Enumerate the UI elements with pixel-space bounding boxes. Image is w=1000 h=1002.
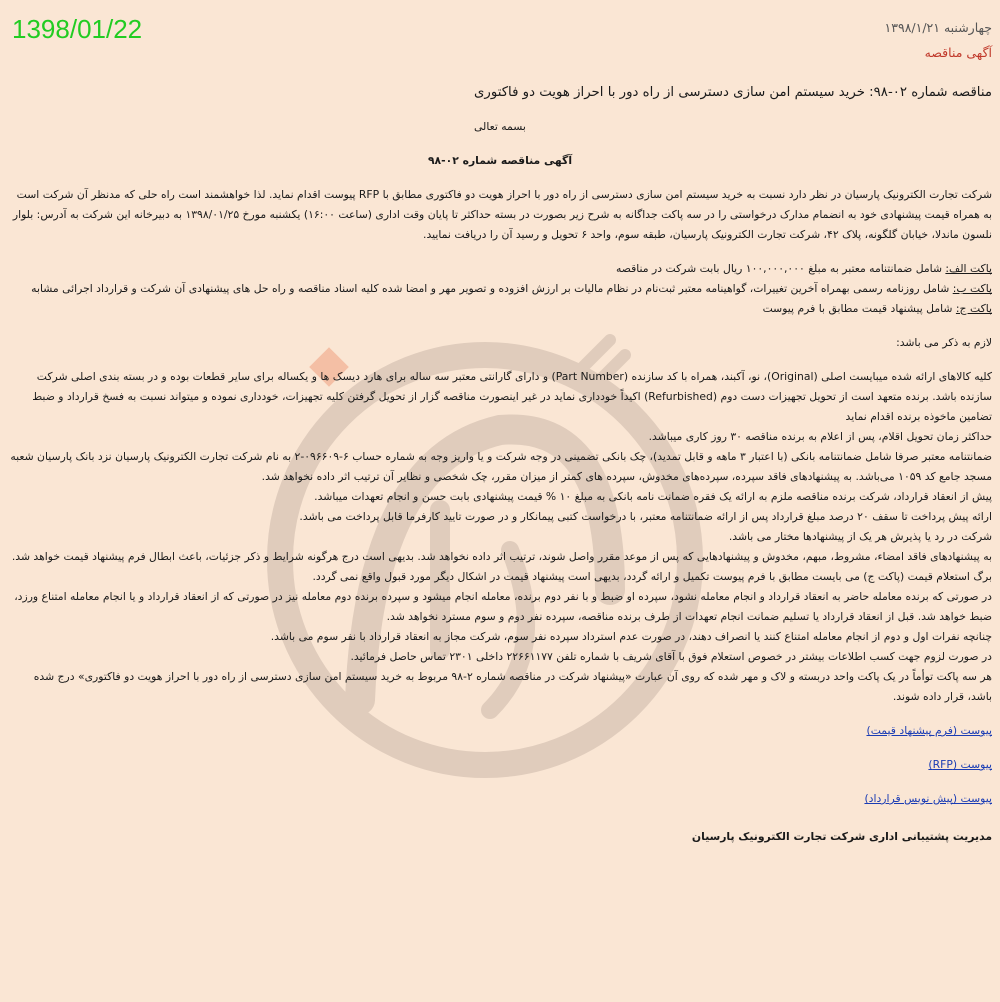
intro-paragraph: شرکت تجارت الکترونیک پارسیان در نظر دارد نسبت به خرید سیستم امن سازی دسترسی از راه دور با احراز هویت دو فاکتوری مطابق با RFP پیوست اقدام نماید. لذا خواهشمند است راه حلی که مدنظر آن شرکت است به همراه قیمت پیشنهادی خود به انضمام مدارک درخواستی را در سه پاکت جداگانه به شرح زیر بصورت در بسته حداکثر تا پایان وقت اداری (ساعت ۱۶:۰۰) یکشنبه مورخ ۱۳۹۸/۰۱/۲۵ به دبیرخانه این شرکت به آدرس: بلوار نلسون ماندلا، خیابان گلگونه، پلاک ۴۲، شرکت تجارت الکترونیک پارسیان، طبقه سوم، واحد ۶ تحویل و رسید آن را دریافت نمایید. xyxy=(12,188,992,241)
condition-item: حداکثر زمان تحویل اقلام، پس از اعلام به برنده مناقصه ۳۰ روز کاری میباشد. xyxy=(648,430,992,443)
condition-item: کلیه کالاهای ارائه شده میبایست اصلی (Original)، نو، آکبند، همراه با کد سازنده (Part Number) و دارای گارانتی معتبر سه ساله برای هارد دیسک ها و یکساله برای سایر قطعات بوده و در بسته بندی اصلی شرکت سازنده باشد. برنده متعهد است از تحویل تجهیزات دست دوم (Refurbished) اکیداً خودداری نماید در غیر اینصورت مناقصه گزار از تحویل گرفتن کلیه تجهیزات، خودداری نموده و میتواند نسبت به فسخ قرارداد و ضبط تضامین ماخوذه برنده اقدام نماید xyxy=(32,370,992,423)
signature: مدیریت پشتیبانی اداری شرکت تجارت الکترونیک پارسیان xyxy=(691,830,992,843)
page-title: مناقصه شماره ۰۲-۹۸: خرید سیستم امن سازی دسترسی از راه دور با احراز هویت دو فاکتوری xyxy=(474,85,992,100)
date-stamp: 1398/01/22 xyxy=(12,14,143,44)
attachment-link-rfp[interactable]: پیوست (RFP) xyxy=(928,758,992,771)
packet-label: پاکت ج: xyxy=(955,302,992,315)
packet-text: شامل ضمانتنامه معتبر به مبلغ ۱۰۰,۰۰۰,۰۰۰ ریال بابت شرکت در مناقصه xyxy=(615,262,946,275)
packet-item xyxy=(8,259,992,279)
conditions-list xyxy=(8,367,992,707)
attachment-link-price-form[interactable]: پیوست (فرم پیشنهاد قیمت) xyxy=(866,724,992,737)
condition-item: برگ استعلام قیمت (پاکت ج) می بایست مطابق با فرم پیوست تکمیل و ارائه گردد، بدیهی است پیشنهاد قیمت در اشکال دیگر مورد قبول واقع نمی گردد. xyxy=(312,570,992,583)
condition-item: هر سه پاکت توأماً در یک پاکت واحد دربسته و لاک و مهر شده که روی آن عبارت «پیشنهاد شرکت در مناقصه شماره ۲-۹۸ مربوط به خرید سیستم امن سازی دسترسی از راه دور با احراز هویت دو فاکتوری» درج شده باشد، قرار داده شوند. xyxy=(33,670,992,703)
condition-item: در صورت لزوم جهت کسب اطلاعات بیشتر در خصوص استعلام فوق با آقای شریف با شماره تلفن ۲۲۶۶۱۱۷۷ داخلی ۲۳۰۱ تماس حاصل فرمائید. xyxy=(350,650,992,663)
attachment-link-contract-draft[interactable]: پیوست (پیش نویس قرارداد) xyxy=(864,792,992,805)
packet-text: شامل روزنامه رسمی بهمراه آخرین تغییرات، گواهینامه معتبر ثبت‌نام در نظام مالیات بر ارزش افزوده و تصویر مهر و امضا شده کلیه اسناد مناقصه و راه حل های پیشنهادی آن شرکت و قرارداد اجرائی مشابه xyxy=(31,282,953,295)
condition-item: پیش از انعقاد قرارداد، شرکت برنده مناقصه ملزم به ارائه یک فقره ضمانت نامه بانکی به مبلغ ۱۰ % قیمت پیشنهادی بابت حسن و انجام تعهدات میباشد. xyxy=(314,490,992,503)
packet-label: پاکت ب: xyxy=(952,282,992,295)
condition-item: ضمانتنامه معتبر صرفا شامل ضمانتنامه بانکی (با اعتبار ۳ ماهه و قابل تمدید)، چک بانکی تضمینی در وجه شرکت و یا واریز وجه به شماره حساب ۶-۰۹۶۶۰۹-۲ به نام شرکت تجارت الکترونیک پارسیان نزد بانک پارسیان شعبه مسجد جامع کد ۱۰۵۹ می‌باشد. به پیشنهادهای فاقد سپرده، سپرده‌های مخدوش، سپرده های کمتر از میزان مقرر، چک شخصی و نظایر آن ترتیب اثر داده نخواهد شد. xyxy=(10,450,992,483)
condition-item: چنانچه نفرات اول و دوم از انجام معامله امتناع کنند یا انصراف دهند، در صورت عدم استرداد سپرده نفر سوم، شرکت مجاز به انعقاد قرارداد با نفر سوم می باشد. xyxy=(270,630,992,643)
packet-item xyxy=(8,279,992,299)
condition-item: ارائه پیش پرداخت تا سقف ۲۰ درصد مبلغ قرارداد پس از ارائه ضمانتنامه معتبر، با درخواست کتبی پیمانکار و در صورت تایید کارفرما قابل پرداخت می باشد. xyxy=(299,510,992,523)
bismillah: بسمه تعالی xyxy=(474,120,526,133)
packet-item xyxy=(8,299,992,319)
packets-list xyxy=(8,259,992,319)
attachment-row xyxy=(8,789,992,809)
condition-item: در صورتی که برنده معامله حاضر به انعقاد قرارداد و انجام معامله نشود، سپرده او ضبط و با نفر دوم برنده، معامله انجام میشود و سپرده برنده دوم معامله نیز در صورتی که از انعقاد قرارداد و یا انجام معامله امتناع ورزد، ضبط خواهد شد. قبل از انعقاد قرارداد یا تسلیم ضمانت انجام تعهدات از طرف برنده مناقصه، سپرده نفر دوم و سوم مسترد نخواهد شد. xyxy=(14,590,992,623)
note-heading: لازم به ذکر می باشد: xyxy=(896,336,992,349)
announcement xyxy=(8,18,992,847)
category-label: آگهی مناقصه xyxy=(924,45,992,60)
packet-label: پاکت الف: xyxy=(945,262,992,275)
attachment-row xyxy=(8,721,992,741)
ad-title: آگهی مناقصه شماره ۰۲-۹۸ xyxy=(427,154,573,167)
condition-item: به پیشنهادهای فاقد امضاء، مشروط، مبهم، مخدوش و پیشنهادهایی که پس از موعد مقرر واصل شوند، ترتیب اثر داده نخواهد شد. بدیهی است درج هرگونه شرایط و ذکر جزئیات، باعث ابطال فرم پیشنهاد قیمت خواهد شد. xyxy=(11,550,992,563)
packet-text: شامل پیشنهاد قیمت مطابق با فرم پیوست xyxy=(762,302,956,315)
attachment-row xyxy=(8,755,992,775)
publish-date: چهارشنبه ۱۳۹۸/۱/۲۱ xyxy=(884,20,992,35)
condition-item: شرکت در رد یا پذیرش هر یک از پیشنهادها مختار می باشد. xyxy=(728,530,992,543)
